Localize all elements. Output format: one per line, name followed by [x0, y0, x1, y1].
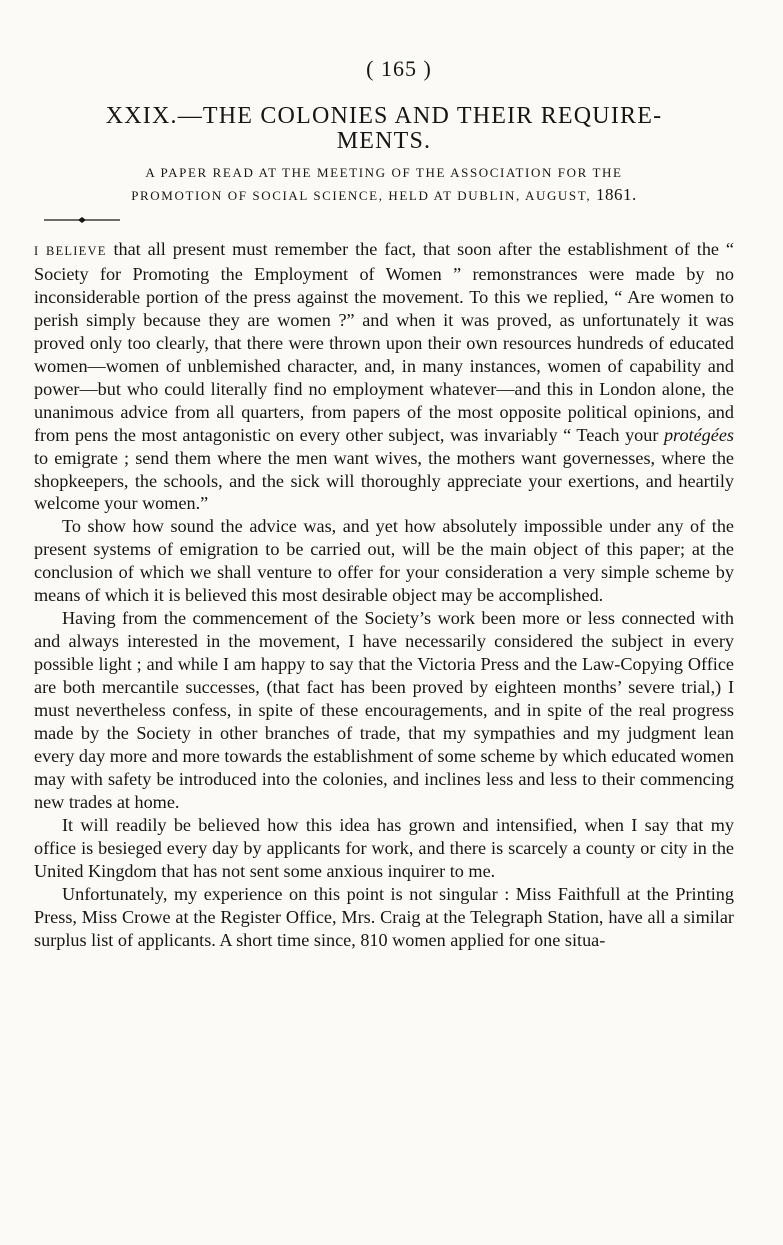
page — [34, 56, 734, 952]
paragraph-1-text-a: that all present must remember the fact, that soon after the establishment of the “ Society for Promoting the Employment of Women ” remonstrances were made by no inconsiderable portion of the press against the movement. To this we replied, “ Are women to perish simply because they are women ?” and when it was proved, as unfortunately it was proved only too clearly, that there were thrown upon their own resources hundreds of educated women—women of unblemished character, and, in many instances, women of capability and power—but who could literally find no employment whatever—and this in London alone, the unanimous advice from all quarters, from papers of the most opposite political opinions, and from pens the most antagonistic on every other subject, was invariably “ Teach your — [34, 239, 734, 445]
paragraph-1 — [34, 238, 734, 515]
paragraph-2: To show how sound the advice was, and yet how absolutely impossible under any of the present systems of emigration to be carried out, will be the main object of this paper; at the conclusion of which we shall venture to offer for your consideration a very simple scheme by means of which it is believed this most desirable object may be accomplished. — [34, 516, 734, 606]
chapter-subtitle — [34, 162, 734, 207]
paragraph-1-lead: I BELIEVE — [34, 244, 107, 258]
paragraph-5: Unfortunately, my experience on this point is not singular : Miss Faithfull at the Printing Press, Miss Crowe at the Register Office, Mrs. Craig at the Telegraph Station, have all a similar surplus list of applicants. A short time since, 810 women applied for one situa- — [34, 883, 734, 950]
paragraph-1-italic: protégées — [663, 424, 734, 445]
article-body — [34, 238, 734, 952]
chapter-title-text: XXIX.—THE COLONIES AND THEIR REQUIRE- MENTS. — [105, 103, 663, 154]
paragraph-4: It will readily be believed how this idea has grown and intensified, when I say that my office is besieged every day by applicants for work, and there is scarcely a county or city in the United Kingdom that has not sent some anxious inquirer to me. — [34, 814, 734, 881]
paragraph-1-text-b: to emigrate ; send them where the men want wives, the mothers want governesses, where the shopkeepers, the schools, and the sick will thoroughly appreciate your exertions, and heartily welcome your women.” — [34, 447, 734, 514]
subtitle-year: 1861. — [596, 185, 637, 204]
paragraph-3: Having from the commencement of the Society’s work been more or less connected with and always interested in the movement, I have necessarily considered the subject in every possible light ; and while I am happy to say that the Victoria Press and the Law-Copying Office are both mercantile successes, (that fact has been proved by eighteen months’ severe trial,) I must nevertheless confess, in spite of these encouragements, and in spite of the real progress made by the Society in other branches of trade, that my sympathies and my judgment lean every day more and more towards the establishment of some scheme by which educated women may with safety be introduced into the colonies, and inclines less and less to their commencing new trades at home. — [34, 608, 734, 812]
page-number: ( 165 ) — [366, 56, 432, 81]
chapter-title — [34, 104, 734, 154]
subtitle-line-2: PROMOTION OF SOCIAL SCIENCE, HELD AT DUBLIN, AUGUST, — [131, 188, 592, 203]
subtitle-line-1: A PAPER READ AT THE MEETING OF THE ASSOCIATION FOR THE — [145, 165, 623, 180]
ornamental-divider — [44, 215, 120, 225]
